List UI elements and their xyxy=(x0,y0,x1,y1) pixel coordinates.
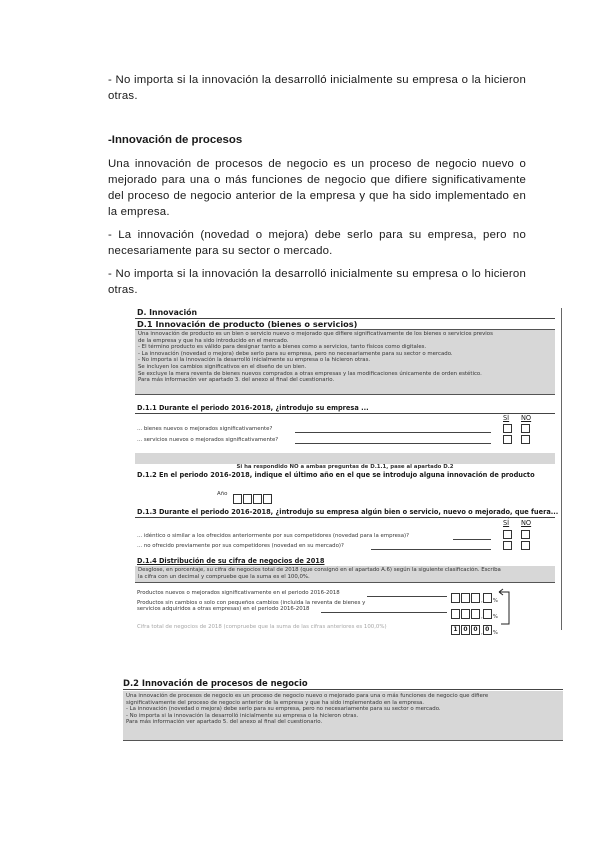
definition-line: de la empresa y que ha sido introducido en el mercado. xyxy=(138,337,289,344)
question-goods: ... bienes nuevos o mejorados significativamente? xyxy=(137,426,273,432)
answer-line xyxy=(367,596,447,597)
definition-line: - La innovación (novedad o mejora) debe serlo para su empresa, pero no necesariamente para su sector o mercado. xyxy=(138,350,453,357)
definition-line: Una innovación de procesos de negocio es un proceso de negocio nuevo o mejorado para una o más funciones de negocio que difiere xyxy=(126,693,489,699)
yes-header: SÍ xyxy=(503,519,510,527)
percent-sign: % xyxy=(492,630,498,636)
decimal-cell[interactable] xyxy=(483,593,492,603)
paragraph-novelty-scope: - La innovación (novedad o mejora) debe serlo para su empresa, pero no necesariamente para su sector o mercado. xyxy=(108,229,526,257)
answer-line xyxy=(453,539,491,540)
no-header: NO xyxy=(521,519,532,527)
year-digit-cell[interactable] xyxy=(263,494,272,504)
no-header: NO xyxy=(521,414,532,422)
total-digit: 1 xyxy=(451,625,460,635)
question-d1-2: D.1.2 En el periodo 2016-2018, indique el último año en el que se introdujo alguna innovación de producto xyxy=(137,471,535,479)
new-market-yes-checkbox[interactable] xyxy=(503,541,512,550)
form-d2-definition-box xyxy=(123,691,563,741)
sum-bracket-arrow-icon xyxy=(497,586,517,630)
total-digit: 0 xyxy=(471,625,480,635)
instruction-line: Desglose, en porcentaje, su cifra de negocios total de 2018 (que consignó en el apartado A.6) según la siguiente clasificación. Escriba xyxy=(138,567,501,573)
year-digit-cell[interactable] xyxy=(233,494,242,504)
definition-line: - La innovación (novedad o mejora) debe serlo para su empresa, pero no necesariamente para su sector o mercado. xyxy=(126,706,441,713)
total-digit: 0 xyxy=(461,625,470,635)
new-market-no-checkbox[interactable] xyxy=(521,541,530,550)
scan-edge xyxy=(561,308,562,630)
services-yes-checkbox[interactable] xyxy=(503,435,512,444)
definition-line: - No importa si la innovación la desarrolló inicialmente su empresa o la hicieron otras. xyxy=(138,357,371,364)
similar-yes-checkbox[interactable] xyxy=(503,530,512,539)
total-decimal: 0 xyxy=(483,625,492,635)
heading-process-innovation: -Innovación de procesos xyxy=(108,134,243,146)
definition-line: - El término producto es válido para designar tanto a bienes como a servicios, tanto físicos como digitales. xyxy=(138,344,427,351)
paragraph-origin-products: - No importa si la innovación la desarrolló inicialmente su empresa o la hicieron otras. xyxy=(108,74,526,102)
question-services: ... servicios nuevos o mejorados significativamente? xyxy=(137,437,279,443)
answer-line xyxy=(321,612,447,613)
divider xyxy=(135,413,555,414)
goods-no-checkbox[interactable] xyxy=(521,424,530,433)
question-d1-4: D.1.4 Distribución de su cifra de negocios de 2018 xyxy=(137,557,325,565)
definition-line: Para más información ver apartado 3. del anexo al final del cuestionario. xyxy=(138,377,335,384)
question-similar: ... idéntico o similar a los ofrecidos anteriormente por sus competidores (novedad para la empresa)? xyxy=(137,533,410,539)
question-new-to-market: ... no ofrecido previamente por sus competidores (novedad en su mercado)? xyxy=(137,543,344,549)
definition-line: - No importa si la innovación la desarrolló inicialmente su empresa o la hicieron otras. xyxy=(126,712,359,719)
similar-no-checkbox[interactable] xyxy=(521,530,530,539)
row-unchanged-products-cont: servicios adquiridos a otras empresas) en el periodo 2016-2018 xyxy=(137,606,310,612)
form-scan-process-innovation xyxy=(123,678,563,748)
form-d2-title: D.2 Innovación de procesos de negocio xyxy=(123,678,308,688)
total-percent-input xyxy=(451,619,498,638)
percent-cell[interactable] xyxy=(461,593,470,603)
decimal-cell[interactable] xyxy=(483,609,492,619)
answer-line xyxy=(371,549,491,550)
question-d1-3: D.1.3 Durante el periodo 2016-2018, ¿introdujo su empresa algún bien o servicio, nuevo o mejorado, que fuera... xyxy=(137,508,559,516)
goods-yes-checkbox[interactable] xyxy=(503,424,512,433)
definition-line: Se incluyen los cambios significativos en el diseño de un bien. xyxy=(138,363,307,370)
percent-sign: % xyxy=(492,598,498,604)
instruction-line: la cifra con un decimal y compruebe que la suma es el 100,0%. xyxy=(138,573,310,580)
year-digit-cell[interactable] xyxy=(243,494,252,504)
form-scan-product-innovation xyxy=(135,308,563,636)
percent-cell[interactable] xyxy=(451,593,460,603)
percent-cell[interactable] xyxy=(471,593,480,603)
question-d1-1: D.1.1 Durante el periodo 2016-2018, ¿introdujo su empresa ... xyxy=(137,404,369,412)
year-digit-cell[interactable] xyxy=(253,494,262,504)
divider xyxy=(135,517,555,518)
row-unchanged-products: Productos sin cambios o solo con pequeños cambios (incluida la reventa de bienes y xyxy=(137,600,366,606)
percent-cell[interactable] xyxy=(471,609,480,619)
percent-cell[interactable] xyxy=(461,609,470,619)
answer-line xyxy=(295,443,491,444)
row-total-turnover: Cifra total de negocios de 2018 (compruebe que la suma de las cifras anteriores es 100,0%) xyxy=(137,624,387,629)
divider xyxy=(123,689,563,690)
definition-line: significativamente del proceso de negocio anterior de la empresa y que ha sido implementado en la empresa. xyxy=(126,699,425,706)
definition-line: Una innovación de producto es un bien o servicio nuevo o mejorado que difiere significativamente de los bienes o servicios previos xyxy=(138,331,493,337)
turnover-instructions-box xyxy=(135,566,555,583)
paragraph-origin-processes: - No importa si la innovación la desarrolló inicialmente su empresa o lo hicieron otras. xyxy=(108,268,526,296)
percent-sign: % xyxy=(492,614,498,620)
row-new-products: Productos nuevos o mejorados significativamente en el periodo 2016-2018 xyxy=(137,590,340,596)
paragraph-process-definition: Una innovación de procesos de negocio es un proceso de negocio nuevo o mejorado para una o más funciones de negocio que difiere significativamente del proceso de negocio anterior de la empresa y que ha sido implementado en la empresa. xyxy=(108,158,526,218)
form-section-title: D. Innovación xyxy=(137,308,198,317)
percent-cell[interactable] xyxy=(451,609,460,619)
services-no-checkbox[interactable] xyxy=(521,435,530,444)
definition-line: Para más información ver apartado 5. del anexo al final del cuestionario. xyxy=(126,719,323,726)
yes-header: SÍ xyxy=(503,414,510,422)
year-input[interactable] xyxy=(233,488,273,507)
form-d1-title: D.1 Innovación de producto (bienes o servicios) xyxy=(137,319,358,329)
definition-line: Se excluye la mera reventa de bienes nuevos comprados a otras empresas y las modificaciones únicamente de orden estético. xyxy=(138,370,482,377)
skip-note: Si ha respondido NO a ambas preguntas de D.1.1, pase al apartado D.2 xyxy=(236,464,454,470)
skip-note-bar xyxy=(135,453,555,470)
form-d1-definition-box xyxy=(135,329,555,395)
year-label: Año xyxy=(217,491,228,497)
answer-line xyxy=(295,432,491,433)
